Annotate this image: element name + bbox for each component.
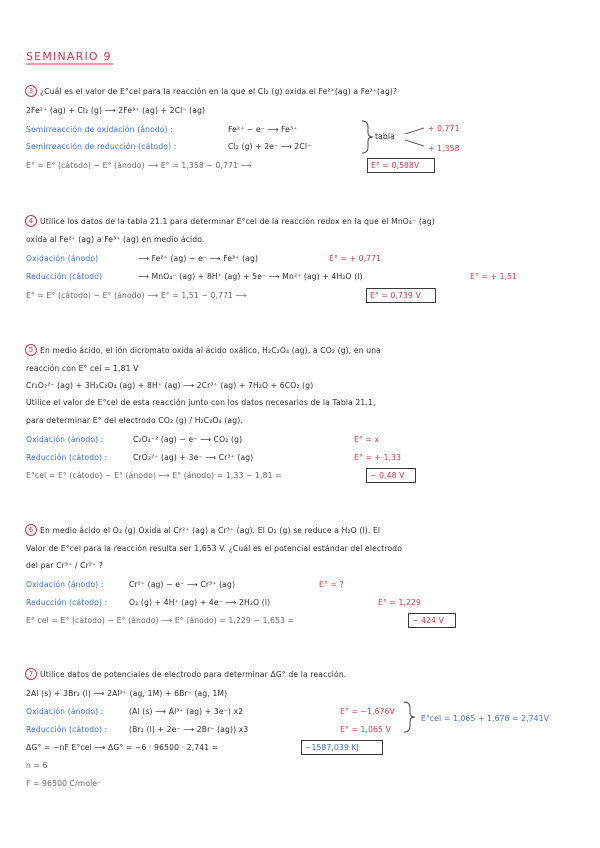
- q4-oxidation-equation: ⟶ Fe²⁺ (ag) − e⁻ ⟶ Fe³⁺ (ag): [138, 254, 259, 263]
- q7-reduction-equation: (Br₂ (l) + 2e⁻ ⟶ 2Br⁻ (ag)) x3: [129, 725, 249, 734]
- q7-reduction-value: E° = 1,065 V: [340, 725, 391, 734]
- question-6-number: 6: [25, 524, 37, 536]
- question-5-text-1: En medio ácido, el ión dicromato oxida al ácido oxálico, H₂C₂O₄ (ag), a CO₂ (g), en una: [40, 346, 381, 355]
- question-5-number: 5: [25, 344, 37, 356]
- q3-reduction-value: + 1,358: [428, 144, 460, 153]
- q4-reduction-label: Reducción (cátodo): [26, 272, 103, 281]
- q7-dg-result: −1587,039 KJ: [305, 743, 360, 752]
- question-5-text-2: reacción con E° cel = 1,81 V: [26, 364, 139, 373]
- question-7-text: Utilice datos de potenciales de electrodo para determinar ΔG° de la reacción.: [40, 670, 347, 679]
- q3-oxidation-value: + 0,771: [428, 124, 460, 133]
- q3-oxidation-label: Semirreacción de oxidación (ánodo) :: [26, 125, 174, 134]
- question-6-text-1: En medio ácido el O₂ (g) Oxida al Cr²⁺ (ag) a Cr³⁺ (ag). El O₂ (g) se reduce a H₂O (l). El: [40, 526, 381, 535]
- q4-result: E° = 0,739 V: [370, 291, 421, 300]
- q6-oxidation-equation: Cr²⁺ (ag) − e⁻ ⟶ Cr³⁺ (ag): [129, 580, 236, 589]
- question-4-number: 4: [25, 215, 37, 227]
- question-5-reaction: Cr₂O₇²⁻ (ag) + 3H₂C₂O₄ (ag) + 8H⁺ (ag) ⟶ 2Cr³⁺ (ag) + 7H₂O + 6CO₂ (g): [26, 381, 314, 390]
- q7-dg-formula: ΔG° = −nF E°cel ⟶ ΔG° = −6 · 96500 · 2,741 =: [26, 743, 219, 752]
- q6-formula: E° cel = E° (cátodo) − E° (ánodo) ⟶ E° (ánodo) = 1,229 − 1,653 =: [26, 616, 295, 625]
- question-7-reaction: 2Al (s) + 3Br₂ (l) ⟶ 2Al³⁺ (ag, 1M) + 6Br⁻ (ag, 1M): [26, 689, 228, 698]
- q5-oxidation-label: Oxidación (ánodo) :: [26, 435, 104, 444]
- q3-reduction-label: Semirreacción de reducción (cátodo) :: [26, 142, 177, 151]
- question-7-number: 7: [25, 668, 37, 680]
- q4-formula: E° = E° (cátodo) − E° (ánodo) ⟶ E° = 1,51 − 0,771 ⟶: [26, 291, 247, 300]
- question-3-reaction: 2Fe²⁺ (ag) + Cl₂ (g) ⟶ 2Fe³⁺ (ag) + 2Cl⁻ (ag): [26, 106, 206, 115]
- question-4-text-1: Utilice los datos de la tabla 21.1 para determinar E°cel de la reacción redox en la que el MnO₄⁻ (ag): [40, 217, 435, 226]
- q4-oxidation-value: E° = + 0,771: [329, 254, 382, 263]
- q4-reduction-equation: ⟶ MnO₄⁻ (ag) + 8H⁺ (ag) + 5e⁻ ⟶ Mn²⁺ (ag) + 4H₂O (l): [138, 272, 363, 281]
- q5-reduction-label: Reducción (cátodo) :: [26, 453, 108, 462]
- q5-formula: E°cel = E° (cátodo) − E° (ánodo) ⟶ E° (ánodo) = 1,33 − 1,81 =: [26, 471, 282, 480]
- q3-formula: E° = E° (cátodo) − E° (ánodo) ⟶ E° = 1,358 − 0,771 ⟶: [26, 161, 252, 170]
- q4-oxidation-label: Oxidación (ánodo): [26, 254, 99, 263]
- q7-reduction-label: Reducción (cátodo) :: [26, 725, 108, 734]
- q6-oxidation-value: E° = ?: [319, 580, 344, 589]
- q3-oxidation-equation: Fe²⁺ − e⁻ ⟶ Fe³⁺: [228, 125, 298, 134]
- question-3-number: 3: [25, 85, 37, 97]
- q5-oxidation-equation: C₂O₄⁻² (ag) − e⁻ ⟶ CO₂ (g): [133, 435, 243, 444]
- question-3-text: ¿Cuál es el valor de E°cel para la reacción en la que el Cl₂ (g) oxida el Fe²⁺(ag) a Fe³⁺(ag)?: [40, 87, 398, 96]
- q7-ecel: E°cel = 1,065 + 1,676 = 2,741V: [421, 714, 550, 723]
- q7-oxidation-value: E° = −1,676V: [340, 707, 395, 716]
- question-5-text-4: para determinar E° del electrodo CO₂ (g) / H₂C₂O₄ (ag).: [26, 416, 243, 425]
- q6-reduction-equation: O₂ (g) + 4H⁺ (ag) + 4e⁻ ⟶ 2H₂O (l): [129, 598, 271, 607]
- q6-result: − 424 V: [412, 616, 444, 625]
- q3-result: E° = 0,588V: [371, 161, 420, 170]
- q6-oxidation-label: Oxidación (ánodo) :: [26, 580, 104, 589]
- q7-oxidation-equation: (Al (s) ⟶ Al³⁺ (ag) + 3e⁻) x2: [129, 707, 244, 716]
- question-6-text-3: del par Cr³⁺ / Cr²⁺ ?: [26, 561, 103, 570]
- q5-result: − 0,48 V: [370, 471, 405, 480]
- question-4-text-2: oxida al Fe²⁺ (ag) a Fe³⁺ (ag) en medio ácido.: [26, 235, 205, 244]
- q5-oxidation-value: E° = x: [354, 435, 380, 444]
- q7-n-value: n = 6: [26, 761, 48, 770]
- q6-reduction-value: E° = 1,229: [378, 598, 422, 607]
- q7-oxidation-label: Oxidación (ánodo) :: [26, 707, 104, 716]
- q6-reduction-label: Reducción (cátodo) :: [26, 598, 108, 607]
- q5-reduction-value: E° = + 1,33: [354, 453, 402, 462]
- q5-reduction-equation: CrO₃²⁻ (ag) + 3e⁻ ⟶ Cr³⁺ (ag): [133, 453, 254, 462]
- question-5-text-3: Utilice el valor de E°cel de esta reacción junto con los datos necesarios de la Tabla 21.1,: [26, 398, 376, 407]
- q7-f-value: F = 96500 C/mole⁻: [26, 779, 102, 788]
- q3-table-label: tabla: [375, 132, 395, 141]
- page-title: SEMINARIO 9: [26, 50, 112, 63]
- q4-reduction-value: E° = + 1,51: [470, 272, 518, 281]
- question-6-text-2: Valor de E°cel para la reacción resulta ser 1,653 V. ¿Cuál es el potencial estándar del electrodo: [26, 544, 403, 553]
- q3-reduction-equation: Cl₂ (g) + 2e⁻ ⟶ 2Cl⁻: [228, 142, 312, 151]
